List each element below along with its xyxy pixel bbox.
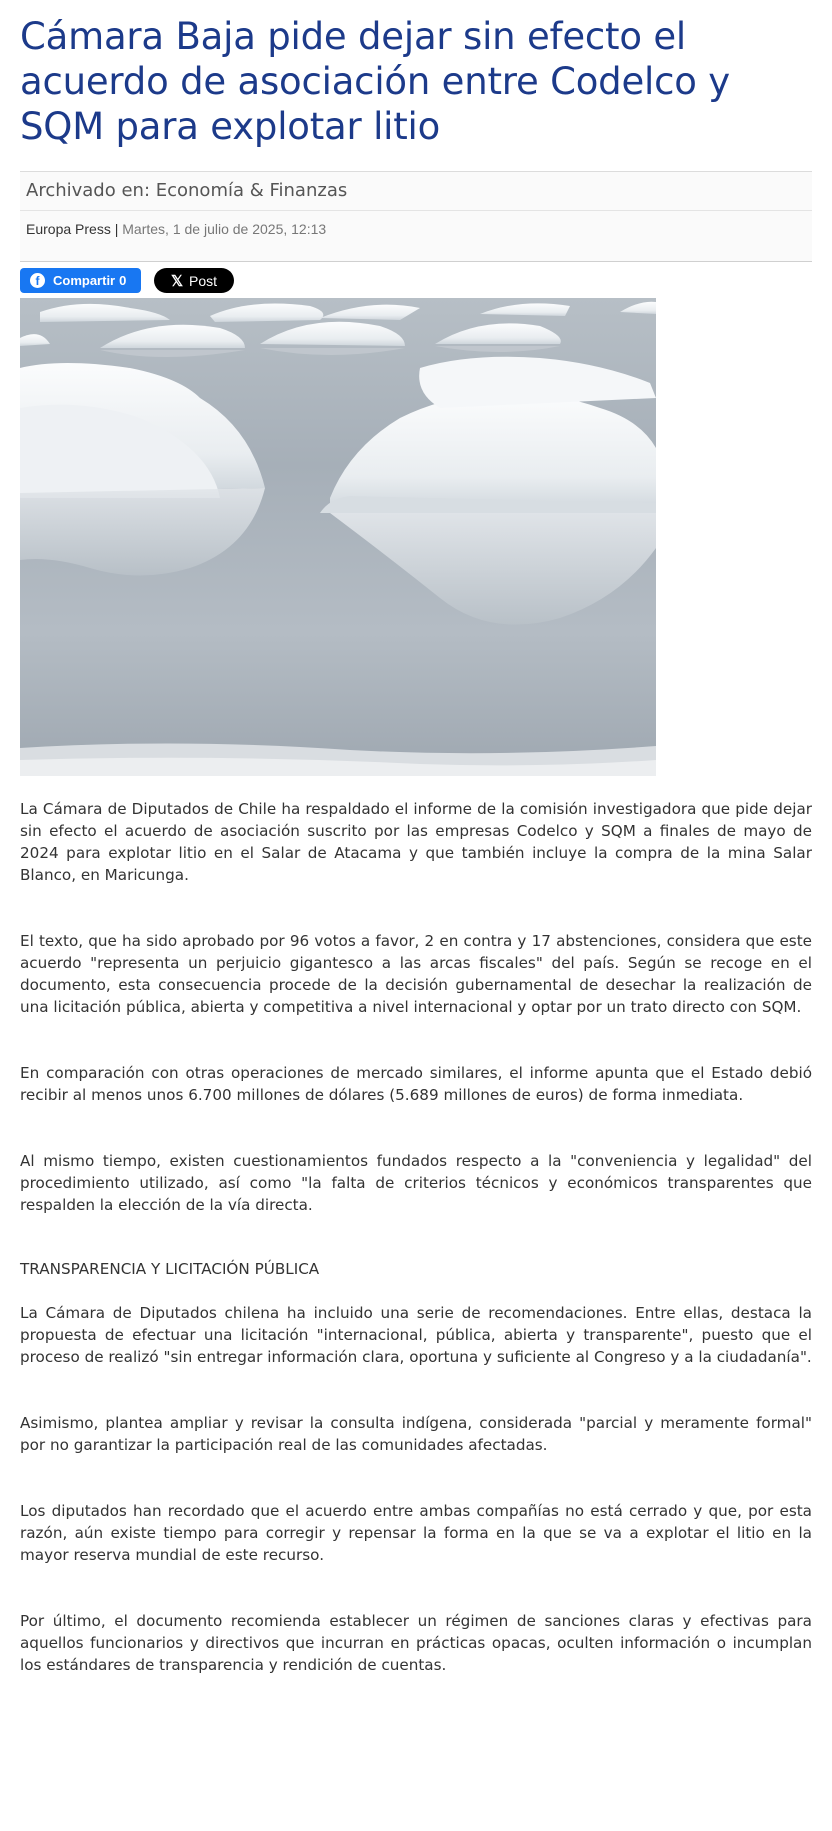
article-meta [20,211,812,262]
x-post-button[interactable] [154,268,234,293]
article-source: Europa Press [26,221,111,237]
paragraph-5: La Cámara de Diputados chilena ha incluido una serie de recomendaciones. Entre ellas, destaca la propuesta de efectuar una licitación "internacional, pública, abierta y transparente", puesto que el proceso de realizó "sin entregar información clara, oportuna y suficiente al Congreso y a la ciudadanía". [20,1304,812,1366]
article-date: Martes, 1 de julio de 2025, 12:13 [122,221,327,237]
facebook-share-count: 0 [119,273,127,288]
article [20,0,812,1676]
paragraph-1: La Cámara de Diputados de Chile ha respaldado el informe de la comisión investigadora que pide dejar sin efecto el acuerdo de asociación suscrito por las empresas Codelco y SQM a finales de mayo de 2024 para explotar litio en el Salar de Atacama y que también incluye la compra de la mina Salar Blanco, en Maricunga. [20,800,812,884]
x-logo-icon: 𝕏 [170,272,184,290]
paragraph-2: El texto, que ha sido aprobado por 96 votos a favor, 2 en contra y 17 abstenciones, considera que este acuerdo "representa un perjuicio gigantesco a las arcas fiscales" del país. Según se recoge en el documento, esta consecuencia procede de la decisión gubernamental de desechar la realización de una licitación pública, abierta y competitiva a nivel internacional y optar por un trato directo con SQM. [20,932,812,1016]
facebook-icon: f [30,273,45,288]
meta-separator: | [110,221,123,237]
paragraph-6: Asimismo, plantea ampliar y revisar la consulta indígena, considerada "parcial y meramente formal" por no garantizar la participación real de las comunidades afectadas. [20,1414,812,1454]
paragraph-7: Los diputados han recordado que el acuerdo entre ambas compañías no está cerrado y que, por esta razón, aún existe tiempo para corregir y repensar la forma en la que se va a explotar el litio en la mayor reserva mundial de este recurso. [20,1502,812,1564]
facebook-share-button[interactable] [20,268,141,293]
facebook-share-label: Compartir [53,273,116,288]
section-subheading: TRANSPARENCIA Y LICITACIÓN PÚBLICA [20,1260,320,1278]
paragraph-4: Al mismo tiempo, existen cuestionamientos fundados respecto a la "conveniencia y legalidad" del procedimiento utilizado, así como "la falta de criterios técnicos y económicos transparentes que respalden la elección de la vía directa. [20,1152,812,1214]
paragraph-8: Por último, el documento recomienda establecer un régimen de sanciones claras y efectivas para aquellos funcionarios y directivos que incurran en prácticas opacas, oculten información o incumplan los estándares de transparencia y rendición de cuentas. [20,1612,812,1674]
archived-category[interactable]: Archivado en: Economía & Finanzas [20,171,812,211]
article-title: Cámara Baja pide dejar sin efecto el acuerdo de asociación entre Codelco y SQM para explotar litio [20,15,730,148]
paragraph-3: En comparación con otras operaciones de mercado similares, el informe apunta que el Estado debió recibir al menos unos 6.700 millones de dólares (5.689 millones de euros) de forma inmediata. [20,1064,812,1104]
x-post-label: Post [189,272,218,289]
salt-flat-photo [20,298,656,776]
share-bar [20,268,812,294]
